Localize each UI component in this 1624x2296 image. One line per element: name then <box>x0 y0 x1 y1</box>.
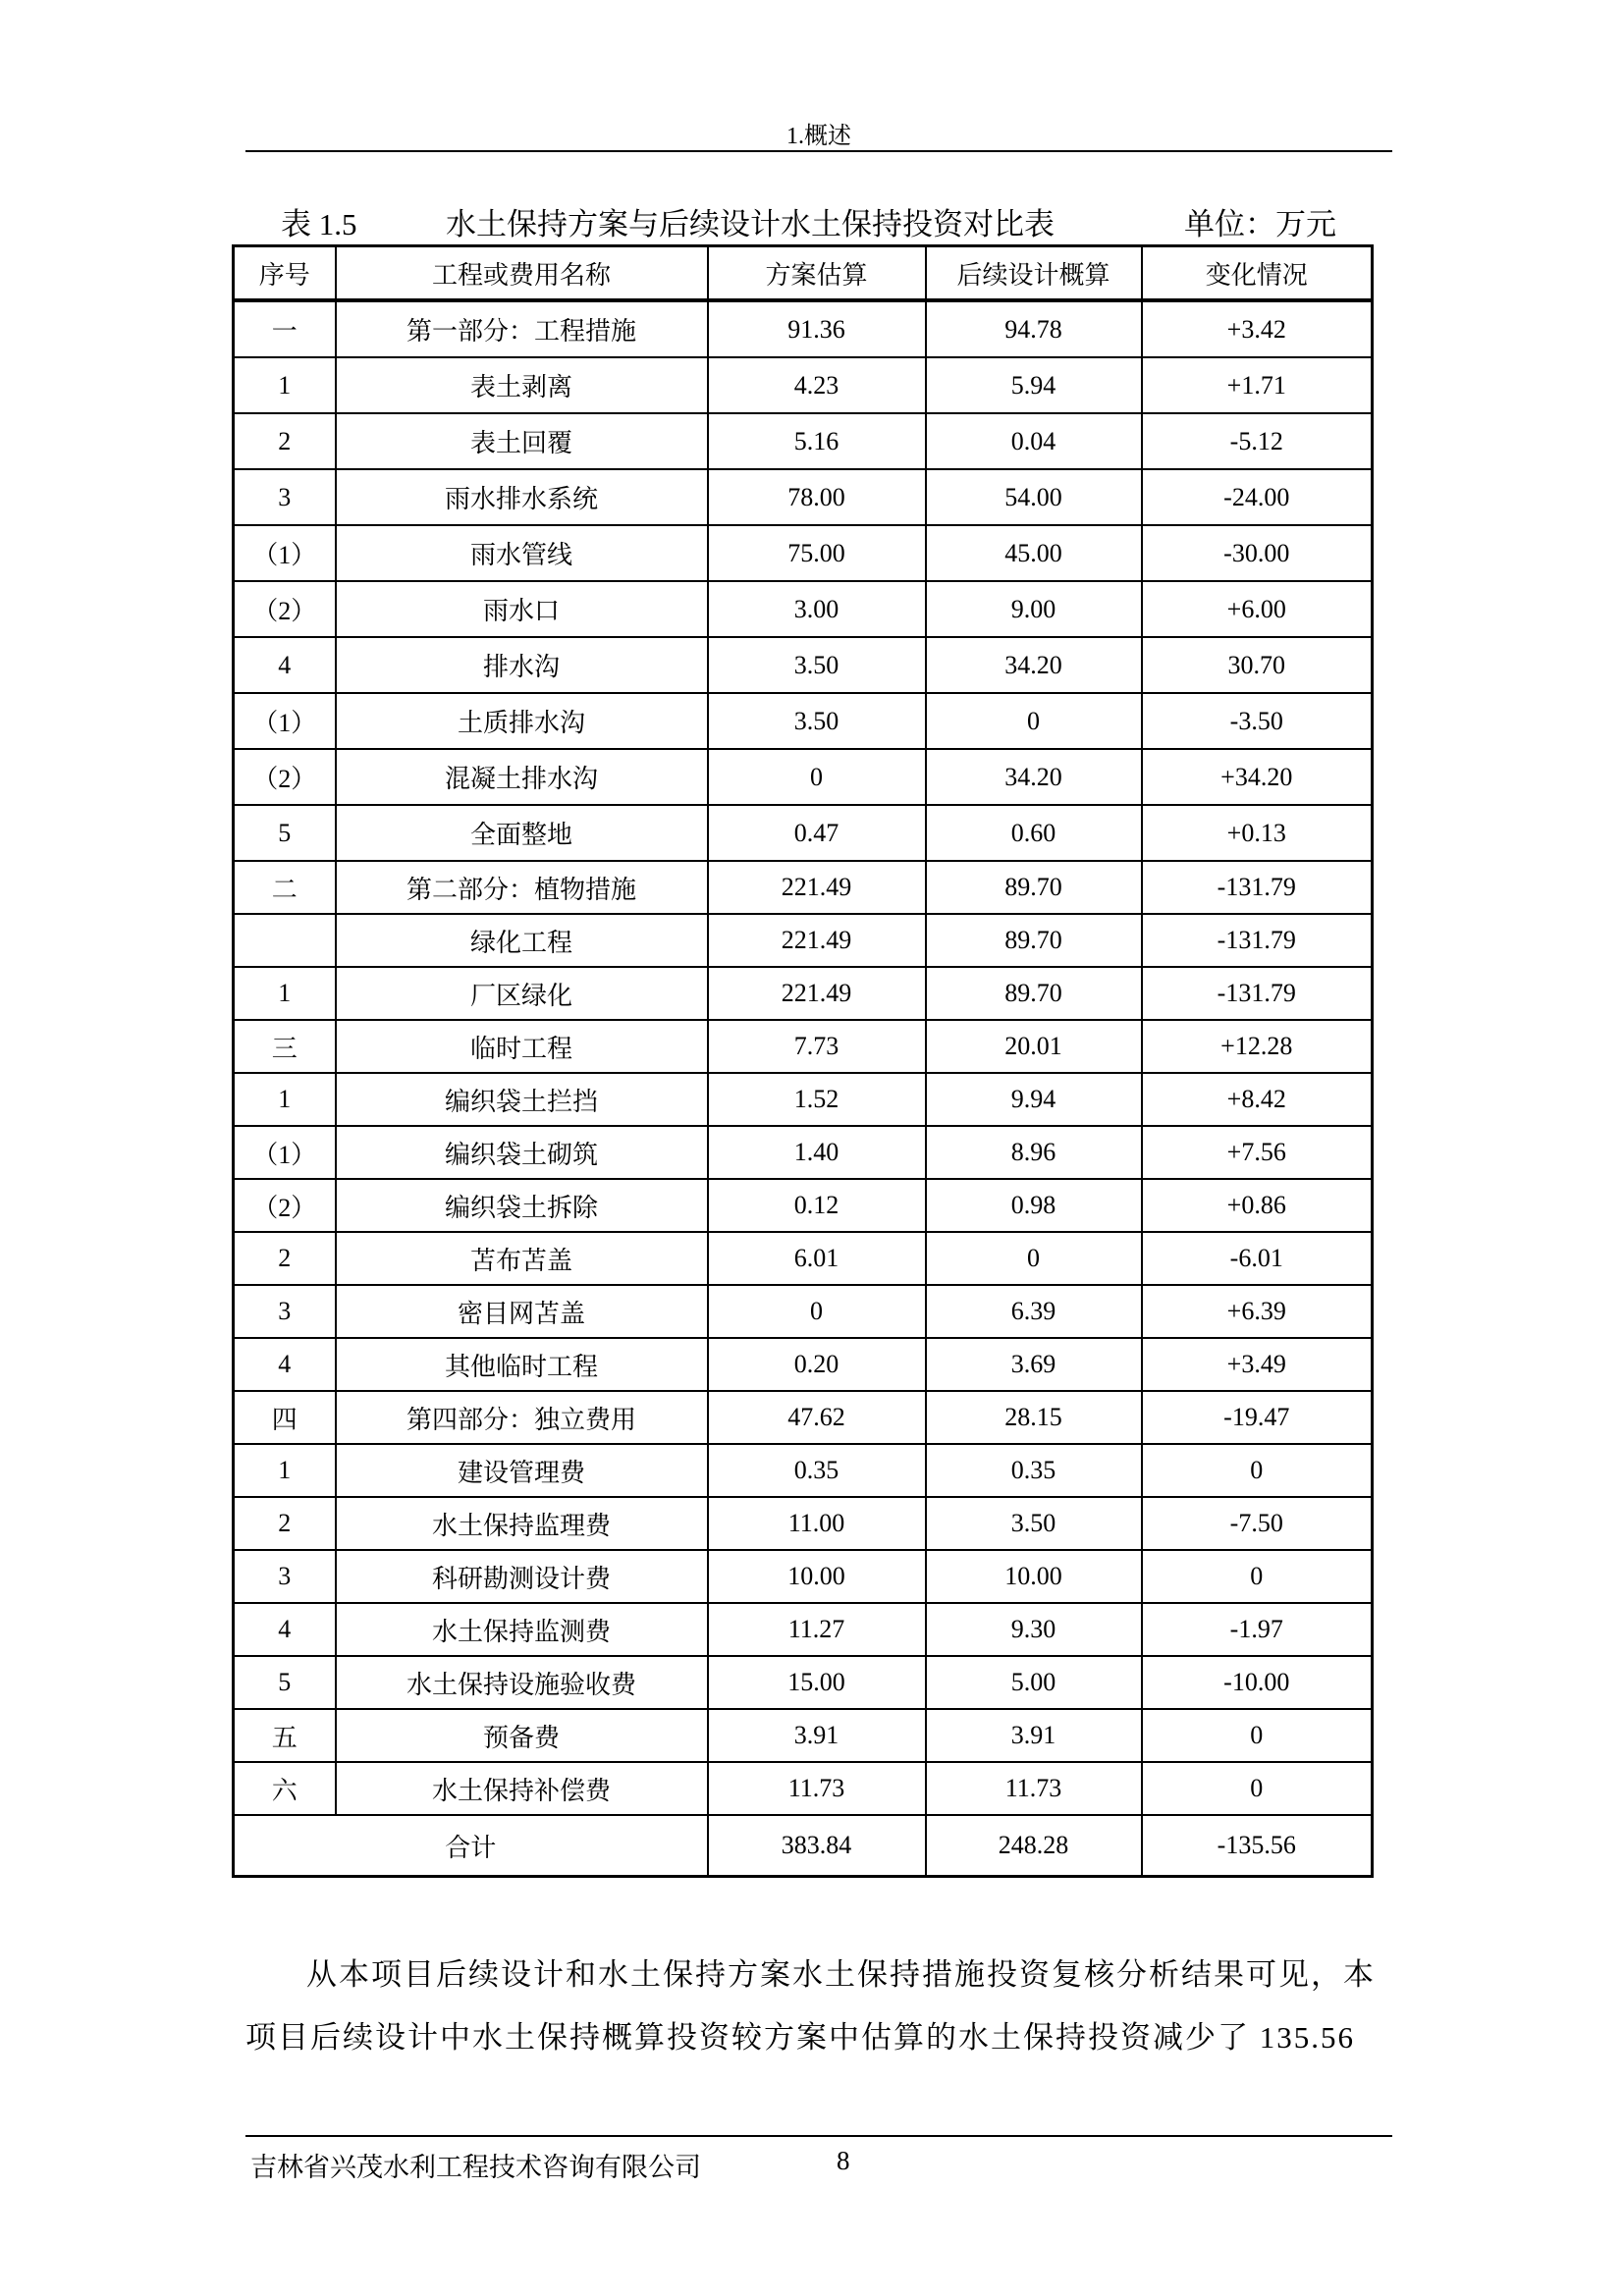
table-cell: 2 <box>234 1497 336 1550</box>
table-cell: 11.73 <box>708 1762 926 1815</box>
table-cell: 0.04 <box>926 413 1142 469</box>
table-cell: -131.79 <box>1142 861 1373 914</box>
table-cell: 30.70 <box>1142 637 1373 693</box>
table-cell: 0 <box>708 1285 926 1338</box>
table-number: 表 1.5 <box>281 207 357 241</box>
table-caption <box>232 199 1371 239</box>
table-cell: -19.47 <box>1142 1391 1373 1444</box>
table-row <box>234 1550 1373 1603</box>
table-cell: 表土回覆 <box>336 413 708 469</box>
table-cell: 编织袋土拆除 <box>336 1179 708 1232</box>
table-row <box>234 413 1373 469</box>
column-header: 变化情况 <box>1142 246 1373 301</box>
table-row <box>234 1497 1373 1550</box>
table-row <box>234 1338 1373 1391</box>
table-row <box>234 1285 1373 1338</box>
table-cell: 94.78 <box>926 300 1142 357</box>
table-cell: 5.00 <box>926 1656 1142 1709</box>
table-cell: 表土剥离 <box>336 357 708 413</box>
table-cell: +3.42 <box>1142 300 1373 357</box>
table-row <box>234 1391 1373 1444</box>
table-cell: 水土保持监测费 <box>336 1603 708 1656</box>
table-cell: 0 <box>1142 1550 1373 1603</box>
total-change: -135.56 <box>1142 1815 1373 1877</box>
table-row <box>234 1709 1373 1762</box>
footer-page-number: 8 <box>837 2146 850 2175</box>
table-cell: 2 <box>234 413 336 469</box>
table-cell: 编织袋土砌筑 <box>336 1126 708 1179</box>
table-cell: 0 <box>1142 1762 1373 1815</box>
table-row <box>234 1762 1373 1815</box>
table-cell: -3.50 <box>1142 693 1373 749</box>
table-cell: +12.28 <box>1142 1020 1373 1073</box>
table-row <box>234 469 1373 525</box>
header-divider <box>245 150 1392 152</box>
table-cell: 预备费 <box>336 1709 708 1762</box>
total-design: 248.28 <box>926 1815 1142 1877</box>
footer-divider <box>245 2135 1392 2137</box>
table-cell: 1 <box>234 1073 336 1126</box>
table-cell: （1） <box>234 525 336 581</box>
table-row <box>234 749 1373 805</box>
table-cell: （2） <box>234 1179 336 1232</box>
table-cell: 3.91 <box>926 1709 1142 1762</box>
table-cell: 11.27 <box>708 1603 926 1656</box>
page-header: 1.概述 <box>786 124 851 149</box>
table-cell: 47.62 <box>708 1391 926 1444</box>
table-cell: 排水沟 <box>336 637 708 693</box>
table-cell: 89.70 <box>926 914 1142 967</box>
table-cell: 0 <box>1142 1709 1373 1762</box>
table-cell: -24.00 <box>1142 469 1373 525</box>
table-cell: 第二部分：植物措施 <box>336 861 708 914</box>
table-cell: （2） <box>234 581 336 637</box>
table-cell: 8.96 <box>926 1126 1142 1179</box>
table-row <box>234 693 1373 749</box>
table-row <box>234 805 1373 861</box>
table-cell: +3.49 <box>1142 1338 1373 1391</box>
table-cell: 9.94 <box>926 1073 1142 1126</box>
table-row <box>234 1073 1373 1126</box>
table-cell: 1.52 <box>708 1073 926 1126</box>
table-cell: 1 <box>234 1444 336 1497</box>
table-row <box>234 300 1373 357</box>
table-cell: 五 <box>234 1709 336 1762</box>
table-cell: 4 <box>234 1338 336 1391</box>
table-cell: +7.56 <box>1142 1126 1373 1179</box>
table-cell: 3 <box>234 1285 336 1338</box>
table-cell: 15.00 <box>708 1656 926 1709</box>
table-cell: 第四部分：独立费用 <box>336 1391 708 1444</box>
table-cell: 34.20 <box>926 637 1142 693</box>
table-cell: 89.70 <box>926 861 1142 914</box>
table-cell: 5 <box>234 805 336 861</box>
table-cell: 78.00 <box>708 469 926 525</box>
table-cell: -7.50 <box>1142 1497 1373 1550</box>
table-cell: 0 <box>926 1232 1142 1285</box>
table-cell: 苫布苫盖 <box>336 1232 708 1285</box>
table-cell: 7.73 <box>708 1020 926 1073</box>
table-cell: 10.00 <box>926 1550 1142 1603</box>
table-cell: 221.49 <box>708 914 926 967</box>
table-cell: 水土保持设施验收费 <box>336 1656 708 1709</box>
table-row <box>234 581 1373 637</box>
table-cell: 3 <box>234 469 336 525</box>
table-cell <box>234 914 336 967</box>
table-cell: 5.94 <box>926 357 1142 413</box>
table-cell: 0.60 <box>926 805 1142 861</box>
table-row <box>234 525 1373 581</box>
table-cell: 0.20 <box>708 1338 926 1391</box>
table-cell: （1） <box>234 1126 336 1179</box>
table-cell: -1.97 <box>1142 1603 1373 1656</box>
table-cell: （1） <box>234 693 336 749</box>
table-cell: （2） <box>234 749 336 805</box>
table-cell: 雨水管线 <box>336 525 708 581</box>
table-row <box>234 967 1373 1020</box>
table-cell: 4.23 <box>708 357 926 413</box>
table-cell: 5.16 <box>708 413 926 469</box>
table-cell: +6.00 <box>1142 581 1373 637</box>
table-cell: 建设管理费 <box>336 1444 708 1497</box>
table-cell: 雨水口 <box>336 581 708 637</box>
table-row <box>234 637 1373 693</box>
table-cell: 3 <box>234 1550 336 1603</box>
table-cell: 4 <box>234 1603 336 1656</box>
table-cell: 二 <box>234 861 336 914</box>
table-cell: +6.39 <box>1142 1285 1373 1338</box>
table-cell: 0.35 <box>926 1444 1142 1497</box>
table-cell: +8.42 <box>1142 1073 1373 1126</box>
table-cell: -5.12 <box>1142 413 1373 469</box>
column-header: 方案估算 <box>708 246 926 301</box>
table-cell: 全面整地 <box>336 805 708 861</box>
table-row <box>234 1444 1373 1497</box>
table-cell: +34.20 <box>1142 749 1373 805</box>
table-cell: 四 <box>234 1391 336 1444</box>
table-cell: 临时工程 <box>336 1020 708 1073</box>
table-cell: 3.50 <box>708 637 926 693</box>
table-row <box>234 357 1373 413</box>
table-cell: 221.49 <box>708 967 926 1020</box>
total-row <box>234 1815 1373 1877</box>
table-row <box>234 914 1373 967</box>
table-cell: 45.00 <box>926 525 1142 581</box>
table-cell: 1 <box>234 967 336 1020</box>
table-cell: 6.39 <box>926 1285 1142 1338</box>
table-cell: 28.15 <box>926 1391 1142 1444</box>
total-label: 合计 <box>234 1815 708 1877</box>
table-cell: 0.98 <box>926 1179 1142 1232</box>
total-plan: 383.84 <box>708 1815 926 1877</box>
table-cell: 2 <box>234 1232 336 1285</box>
table-cell: 编织袋土拦挡 <box>336 1073 708 1126</box>
table-cell: 一 <box>234 300 336 357</box>
table-row <box>234 1656 1373 1709</box>
table-cell: 4 <box>234 637 336 693</box>
table-cell: 5 <box>234 1656 336 1709</box>
table-cell: 10.00 <box>708 1550 926 1603</box>
table-cell: +0.86 <box>1142 1179 1373 1232</box>
investment-comparison-table <box>232 244 1374 1878</box>
table-cell: -30.00 <box>1142 525 1373 581</box>
table-cell: 3.69 <box>926 1338 1142 1391</box>
table-row <box>234 1179 1373 1232</box>
table-unit: 单位：万元 <box>1184 207 1336 241</box>
table-cell: 3.50 <box>708 693 926 749</box>
table-cell: 9.30 <box>926 1603 1142 1656</box>
table-cell: -131.79 <box>1142 967 1373 1020</box>
table-cell: -131.79 <box>1142 914 1373 967</box>
table-cell: 水土保持补偿费 <box>336 1762 708 1815</box>
table-header-row <box>234 246 1373 301</box>
table-cell: 其他临时工程 <box>336 1338 708 1391</box>
table-cell: 0 <box>926 693 1142 749</box>
table-cell: 3.00 <box>708 581 926 637</box>
table-cell: 厂区绿化 <box>336 967 708 1020</box>
footer-company: 吉林省兴茂水利工程技术咨询有限公司 <box>250 2153 701 2182</box>
table-row <box>234 1603 1373 1656</box>
table-cell: 三 <box>234 1020 336 1073</box>
column-header: 工程或费用名称 <box>336 246 708 301</box>
table-cell: 六 <box>234 1762 336 1815</box>
paragraph-line-1: 从本项目后续设计和水土保持方案水土保持措施投资复核分析结果可见，本 <box>306 1957 1376 1992</box>
table-row <box>234 1126 1373 1179</box>
table-cell: 绿化工程 <box>336 914 708 967</box>
table-cell: -10.00 <box>1142 1656 1373 1709</box>
table-row <box>234 1020 1373 1073</box>
table-cell: 221.49 <box>708 861 926 914</box>
column-header: 序号 <box>234 246 336 301</box>
table-cell: 11.73 <box>926 1762 1142 1815</box>
table-cell: +0.13 <box>1142 805 1373 861</box>
table-cell: 科研勘测设计费 <box>336 1550 708 1603</box>
table-row <box>234 861 1373 914</box>
table-title: 水土保持方案与后续设计水土保持投资对比表 <box>446 207 1055 241</box>
table-row <box>234 1232 1373 1285</box>
table-cell: 密目网苫盖 <box>336 1285 708 1338</box>
table-cell: -6.01 <box>1142 1232 1373 1285</box>
table-cell: 34.20 <box>926 749 1142 805</box>
table-cell: 89.70 <box>926 967 1142 1020</box>
table-cell: 混凝土排水沟 <box>336 749 708 805</box>
table-cell: 54.00 <box>926 469 1142 525</box>
paragraph-line-2: 项目后续设计中水土保持概算投资较方案中估算的水土保持投资减少了 135.56 <box>245 2020 1355 2055</box>
table-cell: 3.91 <box>708 1709 926 1762</box>
table-cell: 雨水排水系统 <box>336 469 708 525</box>
table-cell: 土质排水沟 <box>336 693 708 749</box>
column-header: 后续设计概算 <box>926 246 1142 301</box>
table-cell: 9.00 <box>926 581 1142 637</box>
table-cell: 6.01 <box>708 1232 926 1285</box>
table-cell: 0.35 <box>708 1444 926 1497</box>
table-cell: 水土保持监理费 <box>336 1497 708 1550</box>
table-cell: +1.71 <box>1142 357 1373 413</box>
table-cell: 1 <box>234 357 336 413</box>
table-cell: 20.01 <box>926 1020 1142 1073</box>
table-cell: 11.00 <box>708 1497 926 1550</box>
table-cell: 0.47 <box>708 805 926 861</box>
table-cell: 3.50 <box>926 1497 1142 1550</box>
table-cell: 0 <box>1142 1444 1373 1497</box>
table-cell: 0.12 <box>708 1179 926 1232</box>
table-cell: 75.00 <box>708 525 926 581</box>
table-cell: 91.36 <box>708 300 926 357</box>
table-cell: 1.40 <box>708 1126 926 1179</box>
table-cell: 第一部分：工程措施 <box>336 300 708 357</box>
table-cell: 0 <box>708 749 926 805</box>
